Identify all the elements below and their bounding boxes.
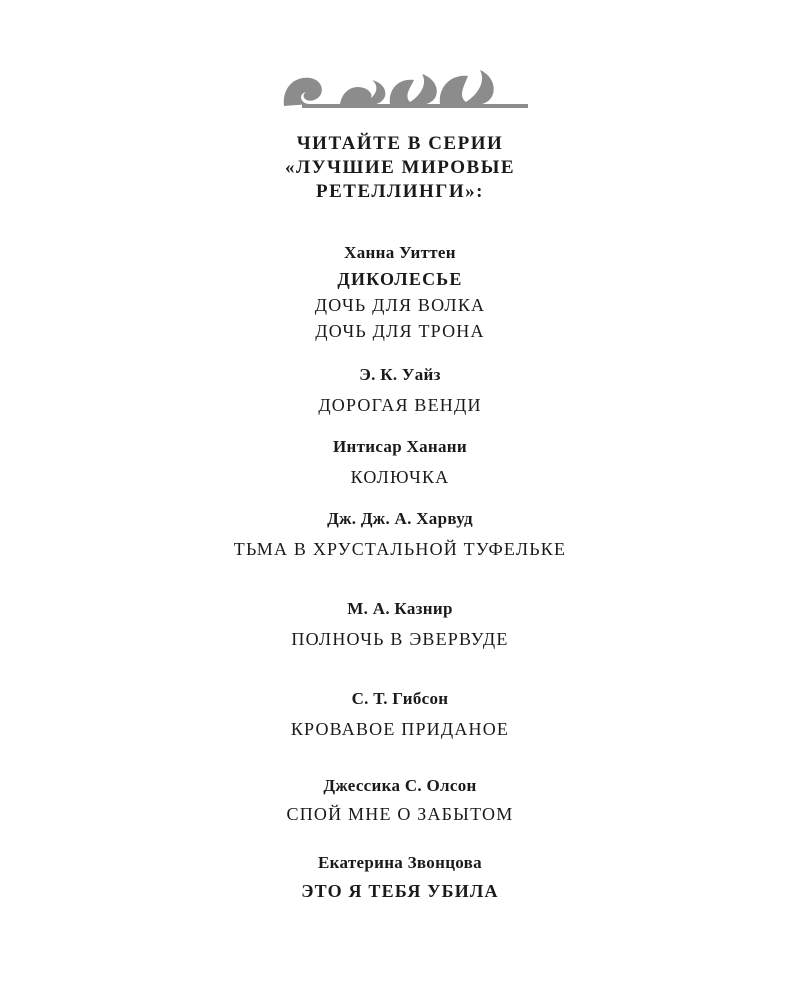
author-name: Интисар Ханани xyxy=(333,437,467,456)
series-heading-line: «ЛУЧШИЕ МИРОВЫЕ xyxy=(284,157,516,178)
book-entry-harwood xyxy=(0,506,800,562)
book-entry-hanani xyxy=(0,434,800,490)
book-entry-wise xyxy=(0,362,800,418)
book-entry-kaznir xyxy=(0,596,800,652)
series-heading-line: ЧИТАЙТЕ В СЕРИИ xyxy=(296,133,504,154)
book-title: ДОРОГАЯ ВЕНДИ xyxy=(318,395,482,415)
author-name: Джессика С. Олсон xyxy=(323,776,477,795)
book-title: ДОЧЬ ДЛЯ ТРОНА xyxy=(315,321,485,341)
book-title: ПОЛНОЧЬ В ЭВЕРВУДЕ xyxy=(291,629,509,649)
book-title: КОЛЮЧКА xyxy=(350,467,450,487)
author-name: М. А. Казнир xyxy=(347,599,453,618)
book-title: ДОЧЬ ДЛЯ ВОЛКА xyxy=(314,295,486,315)
book-entry-zvontsova xyxy=(0,850,800,904)
book-title: ЭТО Я ТЕБЯ УБИЛА xyxy=(301,881,499,901)
wave-scroll-ornament-icon xyxy=(280,66,530,114)
book-entry-whitten xyxy=(0,240,800,344)
book-title: СПОЙ МНЕ О ЗАБЫТОМ xyxy=(286,804,514,824)
author-name: Екатерина Звонцова xyxy=(318,853,482,872)
book-entry-gibson xyxy=(0,686,800,742)
book-entry-olson xyxy=(0,773,800,827)
book-title: ДИКОЛЕСЬЕ xyxy=(337,269,463,289)
book-title: КРОВАВОЕ ПРИДАНОЕ xyxy=(290,719,510,739)
author-name: Ханна Уиттен xyxy=(344,243,456,262)
author-name: С. Т. Гибсон xyxy=(351,689,449,708)
author-name: Э. К. Уайз xyxy=(359,365,441,384)
book-title: ТЬМА В ХРУСТАЛЬНОЙ ТУФЕЛЬКЕ xyxy=(233,539,567,559)
series-heading-line: РЕТЕЛЛИНГИ»: xyxy=(316,181,484,202)
author-name: Дж. Дж. А. Харвуд xyxy=(327,509,473,528)
series-heading xyxy=(0,132,800,204)
